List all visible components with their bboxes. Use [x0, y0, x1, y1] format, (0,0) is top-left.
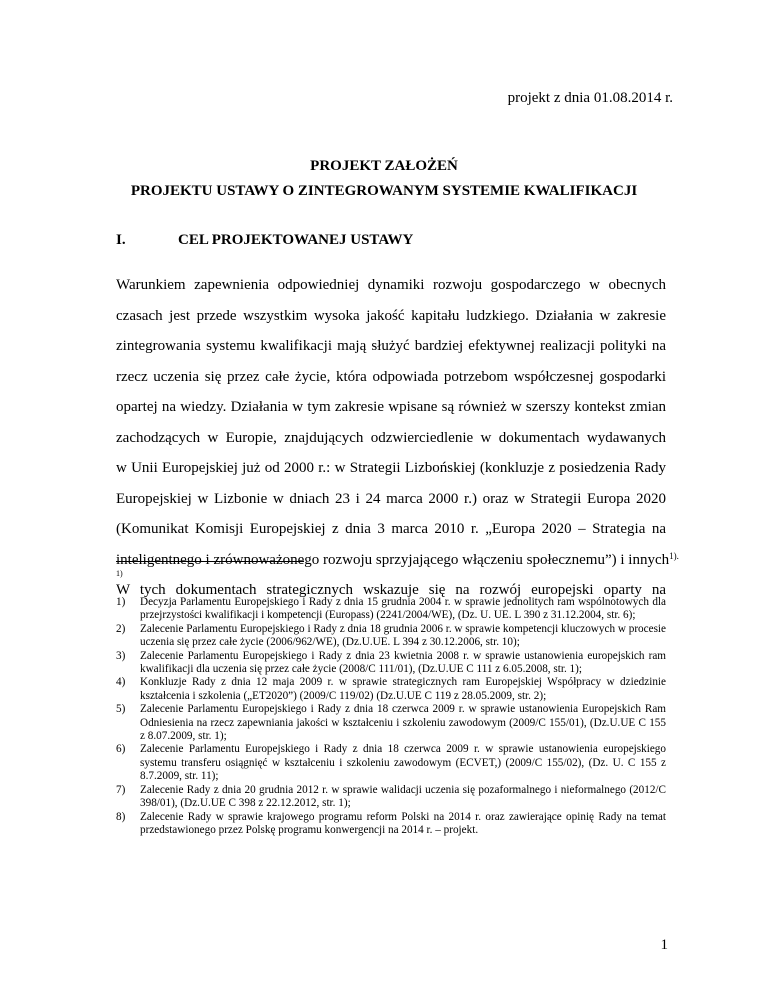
footnote-item [116, 703, 666, 743]
footnote-number: 4) [116, 676, 126, 689]
footnote-number: 8) [116, 810, 126, 823]
body-line: Europejskiej w Lizbonie w dniach 23 i 24 marca 2000 r.) oraz w Strategii Europa 2020 [116, 490, 666, 507]
body-line: opartej na wiedzy. Działania w tym zakresie wpisane są również w szerszy kontekst zmian [116, 399, 666, 415]
body-line: Warunkiem zapewnienia odpowiedniej dynamiki rozwoju gospodarczego w obecnych [116, 277, 666, 293]
section-title: CEL PROJEKTOWANEJ USTAWY [178, 232, 414, 248]
footnote-text: Zalecenie Rady w sprawie krajowego programu reform Polski na 2014 r. oraz zawierające opinię Rady na temat przedstawionego przez Polskę programu konwergencji na 2014 r. – projekt. [140, 810, 666, 836]
page-number: 1 [660, 937, 668, 953]
footnote-text: Konkluzje Rady z dnia 12 maja 2009 r. w sprawie strategicznych ram Europejskiej Współpracy w dziedzinie kształcenia i szkolenia („ET2020”) (2009/C 119/02) (Dz.U.UE C 119 z 28.05.2009, str. 2); [140, 676, 666, 702]
footnote-item [116, 743, 666, 783]
footnote-text: Zalecenie Parlamentu Europejskiego i Rady z dnia 18 czerwca 2009 r. w sprawie ustanowienia europejskiego systemu transferu osiągnięć w kształceniu i szkoleniu zawodowym (ECVET,) (2009/C 155/02), (Dz. U. C 155 z 8.7.2009, str. 11); [140, 743, 666, 783]
footnote-number: 1) [116, 596, 126, 608]
body-line: inteligentnego i zrównoważonego rozwoju sprzyjającego włączeniu społecznemu”) i innych [116, 551, 670, 568]
footnote-number: 3) [116, 649, 126, 662]
footnote-item [116, 596, 666, 623]
footnote-item [116, 784, 666, 811]
body-line: W tych dokumentach strategicznych wskazuje się na rozwój europejski oparty na [116, 582, 666, 598]
footnote-item [116, 676, 666, 703]
body-line: w Unii Europejskiej już od 2000 r.: w Strategii Lizbońskiej (konkluzje z posiedzenia Rady [116, 460, 666, 476]
document-subtitle: PROJEKTU USTAWY O ZINTEGROWANYM SYSTEMIE KWALIFIKACJI [130, 183, 638, 199]
footnote-text: Zalecenie Parlamentu Europejskiego i Rady z dnia 18 grudnia 2006 r. w sprawie kompetencji kluczowych w procesie uczenia się przez całe życie (2006/962/WE), (Dz.U.UE. L 394 z 30.12.2006, str. 10); [140, 622, 666, 649]
body-line: zintegrowania systemu kwalifikacji mają służyć bardziej efektywnej realizacji polityki na [116, 338, 666, 354]
body-line: zachodzących w Europie, znajdujących odzwierciedlenie w dokumentach wydawanych [116, 429, 666, 446]
footnote-text: Decyzja Parlamentu Europejskiego i Rady z dnia 15 grudnia 2004 r. w sprawie jednolitych ram wspólnotowych dla przejrzystości kwalifikacji i kompetencji (Europass) (2241/2004/WE), (Dz. U. UE. L 390 z 31.12.2004, str. 6); [140, 596, 666, 622]
footnote-number: 2) [116, 622, 126, 635]
footnote-item [116, 623, 666, 650]
footnote-number: 6) [116, 743, 126, 756]
body-line: czasach jest przede wszystkim wysoka jakość kapitału ludzkiego. Działania w zakresie [116, 307, 666, 324]
footnote-marker: 1) [116, 569, 123, 578]
footnote-text: Zalecenie Rady z dnia 20 grudnia 2012 r. w sprawie walidacji uczenia się pozaformalnego i nieformalnego (2012/C 398/01), (Dz.U.UE C 398 z 22.12.2012, str. 1); [140, 783, 666, 810]
footnote-text: Zalecenie Parlamentu Europejskiego i Rady z dnia 18 czerwca 2009 r. w sprawie ustanowienia Europejskich Ram Odniesienia na rzecz zapewniania jakości w kształceniu i szkoleniu zawodowym (2009/C 155/01), (Dz.U.UE C 155 z 8.07.2009, str. 1); [140, 703, 666, 743]
body-line: (Komunikat Komisji Europejskiej z dnia 3 marca 2010 r. „Europa 2020 – Strategia na [116, 521, 666, 537]
body-line-with-footnote [116, 545, 679, 576]
body-line: rzecz uczenia się przez całe życie, która odpowiada potrzebom współczesnej gospodarki [116, 368, 666, 385]
footnote-reference[interactable]: 1). [669, 550, 679, 561]
section-heading [116, 232, 413, 249]
body-text [116, 270, 679, 606]
footnote-item [116, 650, 666, 677]
footnote-separator [116, 561, 304, 562]
footnote-number: 5) [116, 703, 126, 716]
footnote-list [116, 596, 666, 837]
section-number: I. [116, 232, 126, 248]
footnote-item [116, 811, 666, 838]
footnote-number: 7) [116, 783, 126, 796]
draft-date: projekt z dnia 01.08.2014 r. [507, 90, 673, 106]
footnote-text: Zalecenie Parlamentu Europejskiego i Rady z dnia 23 kwietnia 2008 r. w sprawie ustanowienia europejskich ram kwalifikacji dla uczenia się przez całe życie (2008/C 111/01), (Dz.U.UE C 111 z 6.05.2008, str. 1); [140, 649, 666, 676]
document-title: PROJEKT ZAŁOŻEŃ [310, 158, 458, 174]
